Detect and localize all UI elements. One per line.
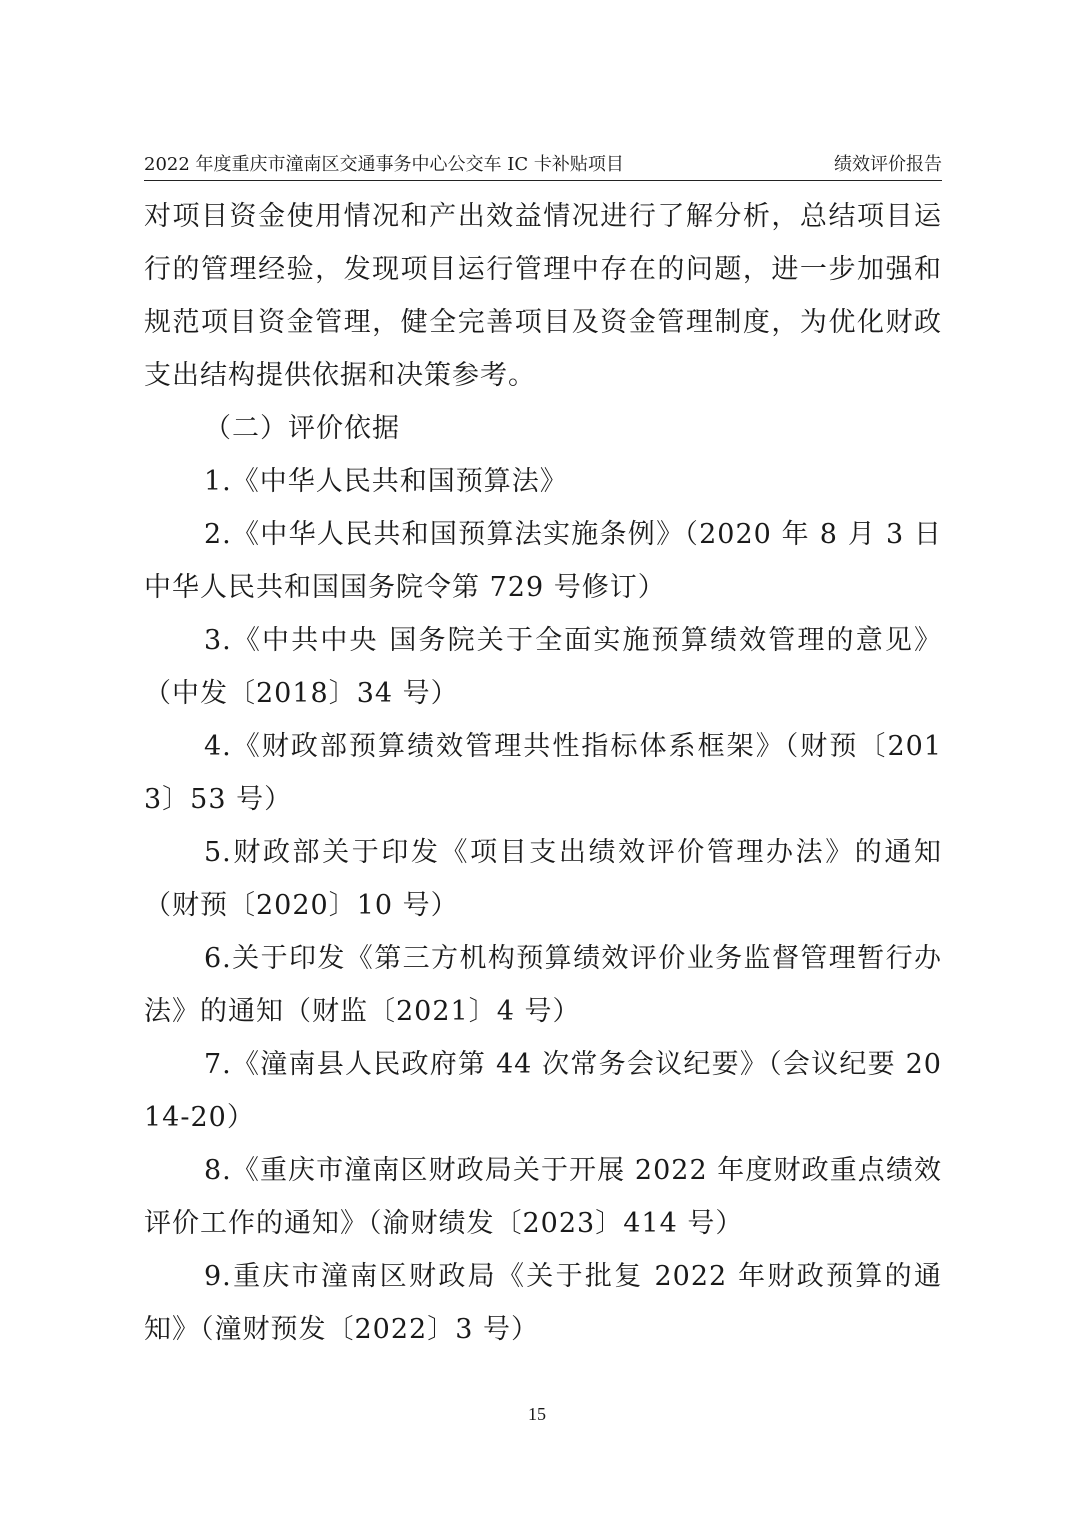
basis-item-2: 2.《中华人民共和国预算法实施条例》（2020 年 8 月 3 日中华人民共和国国务院令第 729 号修订） [144, 519, 942, 603]
basis-item-8: 8.《重庆市潼南区财政局关于开展 2022 年度财政重点绩效评价工作的通知》（渝财绩发〔2023〕414 号） [144, 1155, 942, 1239]
intro-paragraph: 对项目资金使用情况和产出效益情况进行了解分析，总结项目运行的管理经验，发现项目运行管理中存在的问题，进一步加强和规范项目资金管理，健全完善项目及资金管理制度，为优化财政支出结构提供依据和决策参考。 [144, 201, 942, 391]
basis-item-6: 6.关于印发《第三方机构预算绩效评价业务监督管理暂行办法》的通知（财监〔2021〕4 号） [144, 943, 942, 1027]
page-header [144, 150, 942, 181]
header-report-type: 绩效评价报告 [834, 154, 942, 175]
header-project-title: 2022 年度重庆市潼南区交通事务中心公交车 IC 卡补贴项目 [144, 154, 624, 175]
basis-item-9: 9.重庆市潼南区财政局《关于批复 2022 年财政预算的通知》（潼财预发〔2022〕3 号） [144, 1261, 942, 1345]
basis-item-7: 7.《潼南县人民政府第 44 次常务会议纪要》（会议纪要 2014-20） [144, 1049, 942, 1133]
basis-item-3: 3.《中共中央 国务院关于全面实施预算绩效管理的意见》（中发〔2018〕34 号） [144, 625, 942, 709]
document-body [144, 190, 942, 1356]
basis-item-5: 5.财政部关于印发《项目支出绩效评价管理办法》的通知（财预〔2020〕10 号） [144, 837, 942, 921]
page-number: 15 [528, 1404, 546, 1424]
basis-item-1: 1.《中华人民共和国预算法》 [204, 466, 568, 497]
section-heading: （二）评价依据 [204, 413, 400, 444]
basis-item-4: 4.《财政部预算绩效管理共性指标体系框架》（财预〔2013〕53 号） [144, 731, 942, 815]
